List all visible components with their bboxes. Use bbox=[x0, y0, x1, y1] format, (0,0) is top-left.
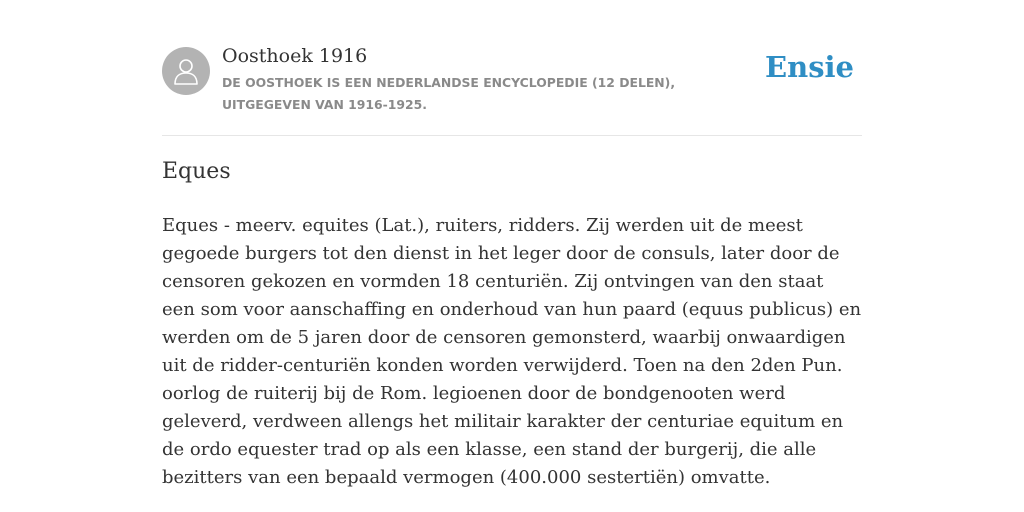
person-silhouette-icon bbox=[172, 56, 200, 86]
divider bbox=[162, 135, 862, 136]
entry-body: Eques - meerv. equites (Lat.), ruiters, ridders. Zij werden uit de meest gegoede burgers tot den dienst in het leger door de consuls, later door de censoren gekozen en vormden 18 centuriën. Zij ontvingen van den staat een som voor aanschaffing en onderhoud van hun paard (equus publicus) en werden om de 5 jaren door de censoren gemonsterd, waarbij onwaardigen uit de ridder-centuriën konden worden verwijderd. Toen na den 2den Pun. oorlog de ruiterij bij de Rom. legioenen door de bondgenooten werd geleverd, verdween allengs het militair karakter der centuriae equitum en de ordo equester trad op als een klasse, een stand der burgerij, die alle bezitters van een bepaald vermogen (400.000 sestertiën) omvatte. bbox=[162, 215, 862, 488]
avatar bbox=[162, 47, 210, 95]
source-description: DE OOSTHOEK IS EEN NEDERLANDSE ENCYCLOPEDIE (12 DELEN), UITGEGEVEN VAN 1916-1925. bbox=[222, 75, 676, 112]
brand-logo[interactable]: Ensie bbox=[765, 50, 854, 84]
entry-title: Eques bbox=[162, 159, 231, 184]
source-title[interactable]: Oosthoek 1916 bbox=[222, 45, 368, 67]
